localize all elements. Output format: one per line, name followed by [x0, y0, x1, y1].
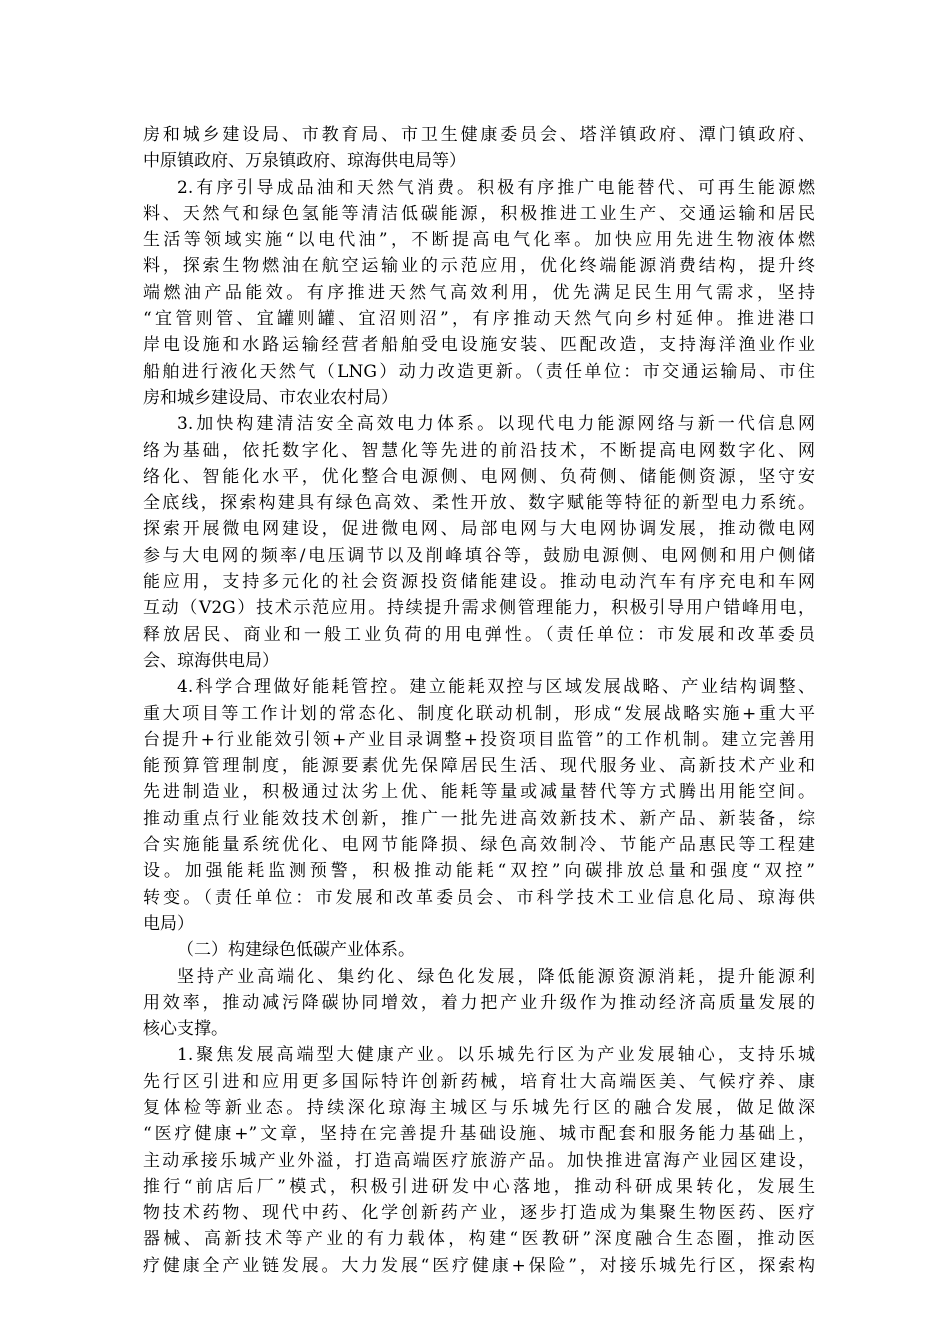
text-line: 主动承接乐城产业外溢，打造高端医疗旅游产品。加快推进富海产业园区建设，: [143, 1150, 815, 1171]
text-line: 岸电设施和水路运输经营者船舶受电设施安装、匹配改造，支持海洋渔业作业: [143, 335, 815, 356]
text-line: 1.聚焦发展高端型大健康产业。以乐城先行区为产业发展轴心，支持乐城: [177, 1045, 815, 1066]
text-line: 复体检等新业态。持续深化琼海主城区与乐城先行区的融合发展，做足做深: [143, 1097, 815, 1118]
text-line: 探索开展微电网建设，促进微电网、局部电网与大电网协调发展，推动微电网: [143, 519, 815, 540]
text-line: 生活等领域实施“以电代油”，不断提高电气化率。加快应用先进生物液体燃: [143, 230, 815, 251]
text-line: 先进制造业，积极通过汰劣上优、能耗等量或减量替代等方式腾出用能空间。: [143, 782, 815, 803]
paragraph-industry-intro: [143, 964, 815, 1043]
text-line: 中原镇政府、万泉镇政府、琼海供电局等）: [143, 151, 466, 172]
text-line: 推行“前店后厂”模式，积极引进研发中心落地，推动科研成果转化，发展生: [143, 1176, 815, 1197]
text-line: 全底线，探索构建具有绿色高效、柔性开放、数字赋能等特征的新型电力系统。: [143, 493, 815, 514]
text-line: 互动（V2G）技术示范应用。持续提升需求侧管理能力，积极引导用户错峰用电，: [143, 598, 815, 619]
text-line: 房和城乡建设局、市农业农村局）: [143, 387, 398, 408]
text-line: 能预算管理制度，能源要素优先保障居民生活、现代服务业、高新技术产业和: [143, 756, 815, 777]
text-line: 用效率，推动减污降碳协同增效，着力把产业升级作为推动经济高质量发展的: [143, 992, 815, 1013]
paragraph-responsible-units-continued: [143, 122, 815, 175]
text-line: 参与大电网的频率/电压调节以及削峰填谷等，鼓励电源侧、电网侧和用户侧储: [143, 545, 815, 566]
text-line: 释放居民、商业和一般工业负荷的用电弹性。（责任单位：市发展和改革委员: [143, 624, 815, 645]
text-line: 台提升+行业能效引领+产业目录调整+投资项目监管”的工作机制。建立完善用: [143, 729, 815, 750]
section-heading: （二）构建绿色低碳产业体系。: [177, 940, 415, 961]
text-line: “医疗健康+”文章，坚持在完善提升基础设施、城市配套和服务能力基础上，: [143, 1124, 815, 1145]
section-heading-green-industry: [143, 937, 815, 963]
text-line: 疗健康全产业链发展。大力发展“医疗健康+保险”，对接乐城先行区，探索构: [143, 1255, 815, 1276]
text-line: 坚持产业高端化、集约化、绿色化发展，降低能源资源消耗，提升能源利: [177, 966, 815, 987]
text-line: 船舶进行液化天然气（LNG）动力改造更新。（责任单位：市交通运输局、市住: [143, 361, 815, 382]
text-line: 3.加快构建清洁安全高效电力体系。以现代电力能源网络与新一代信息网: [177, 414, 815, 435]
text-line: 重大项目等工作计划的常态化、制度化联动机制，形成“发展战略实施+重大平: [143, 703, 815, 724]
text-line: “宜管则管、宜罐则罐、宜沼则沼”，有序推动天然气向乡村延伸。推进港口: [143, 309, 815, 330]
text-line: 设。加强能耗监测预警，积极推动能耗“双控”向碳排放总量和强度“双控”: [143, 861, 815, 882]
paragraph-energy-control: [143, 674, 815, 937]
document-page: [143, 122, 815, 1279]
text-line: 器械、高新技术等产业的有力载体，构建“医教研”深度融合生态圈，推动医: [143, 1229, 815, 1250]
text-line: 会、琼海供电局）: [143, 650, 279, 671]
text-line: 4.科学合理做好能耗管控。建立能耗双控与区域发展战略、产业结构调整、: [177, 677, 815, 698]
text-line: 核心支撑。: [143, 1019, 228, 1040]
text-line: 料、天然气和绿色氢能等清洁低碳能源，积极推进工业生产、交通运输和居民: [143, 203, 815, 224]
text-line: 转变。（责任单位：市发展和改革委员会、市科学技术工业信息化局、琼海供: [143, 887, 815, 908]
text-line: 料，探索生物燃油在航空运输业的示范应用，优化终端能源消费结构，提升终: [143, 256, 815, 277]
paragraph-health-industry: [143, 1042, 815, 1279]
text-line: 端燃油产品能效。有序推进天然气高效利用，优先满足民生用气需求，坚持: [143, 282, 815, 303]
text-line: 络为基础，依托数字化、智慧化等先进的前沿技术，不断提高电网数字化、网: [143, 440, 815, 461]
text-line: 房和城乡建设局、市教育局、市卫生健康委员会、塔洋镇政府、潭门镇政府、: [143, 125, 815, 145]
text-line: 推动重点行业能效技术创新，推广一批先进高效新技术、新产品、新装备，综: [143, 808, 815, 829]
paragraph-power-system: [143, 411, 815, 674]
text-line: 物技术药物、现代中药、化学创新药产业，逐步打造成为集聚生物医药、医疗: [143, 1203, 815, 1224]
text-line: 2.有序引导成品油和天然气消费。积极有序推广电能替代、可再生能源燃: [177, 177, 815, 198]
text-line: 合实施能量系统优化、电网节能降损、绿色高效制冷、节能产品惠民等工程建: [143, 835, 815, 856]
text-line: 能应用，支持多元化的社会资源投资储能建设。推动电动汽车有序充电和车网: [143, 572, 815, 593]
text-line: 电局）: [143, 913, 194, 934]
text-line: 络化、智能化水平，优化整合电源侧、电网侧、负荷侧、储能侧资源，坚守安: [143, 466, 815, 487]
text-line: 先行区引进和应用更多国际特许创新药械，培育壮大高端医美、气候疗养、康: [143, 1071, 815, 1092]
paragraph-oil-gas-consumption: [143, 175, 815, 412]
